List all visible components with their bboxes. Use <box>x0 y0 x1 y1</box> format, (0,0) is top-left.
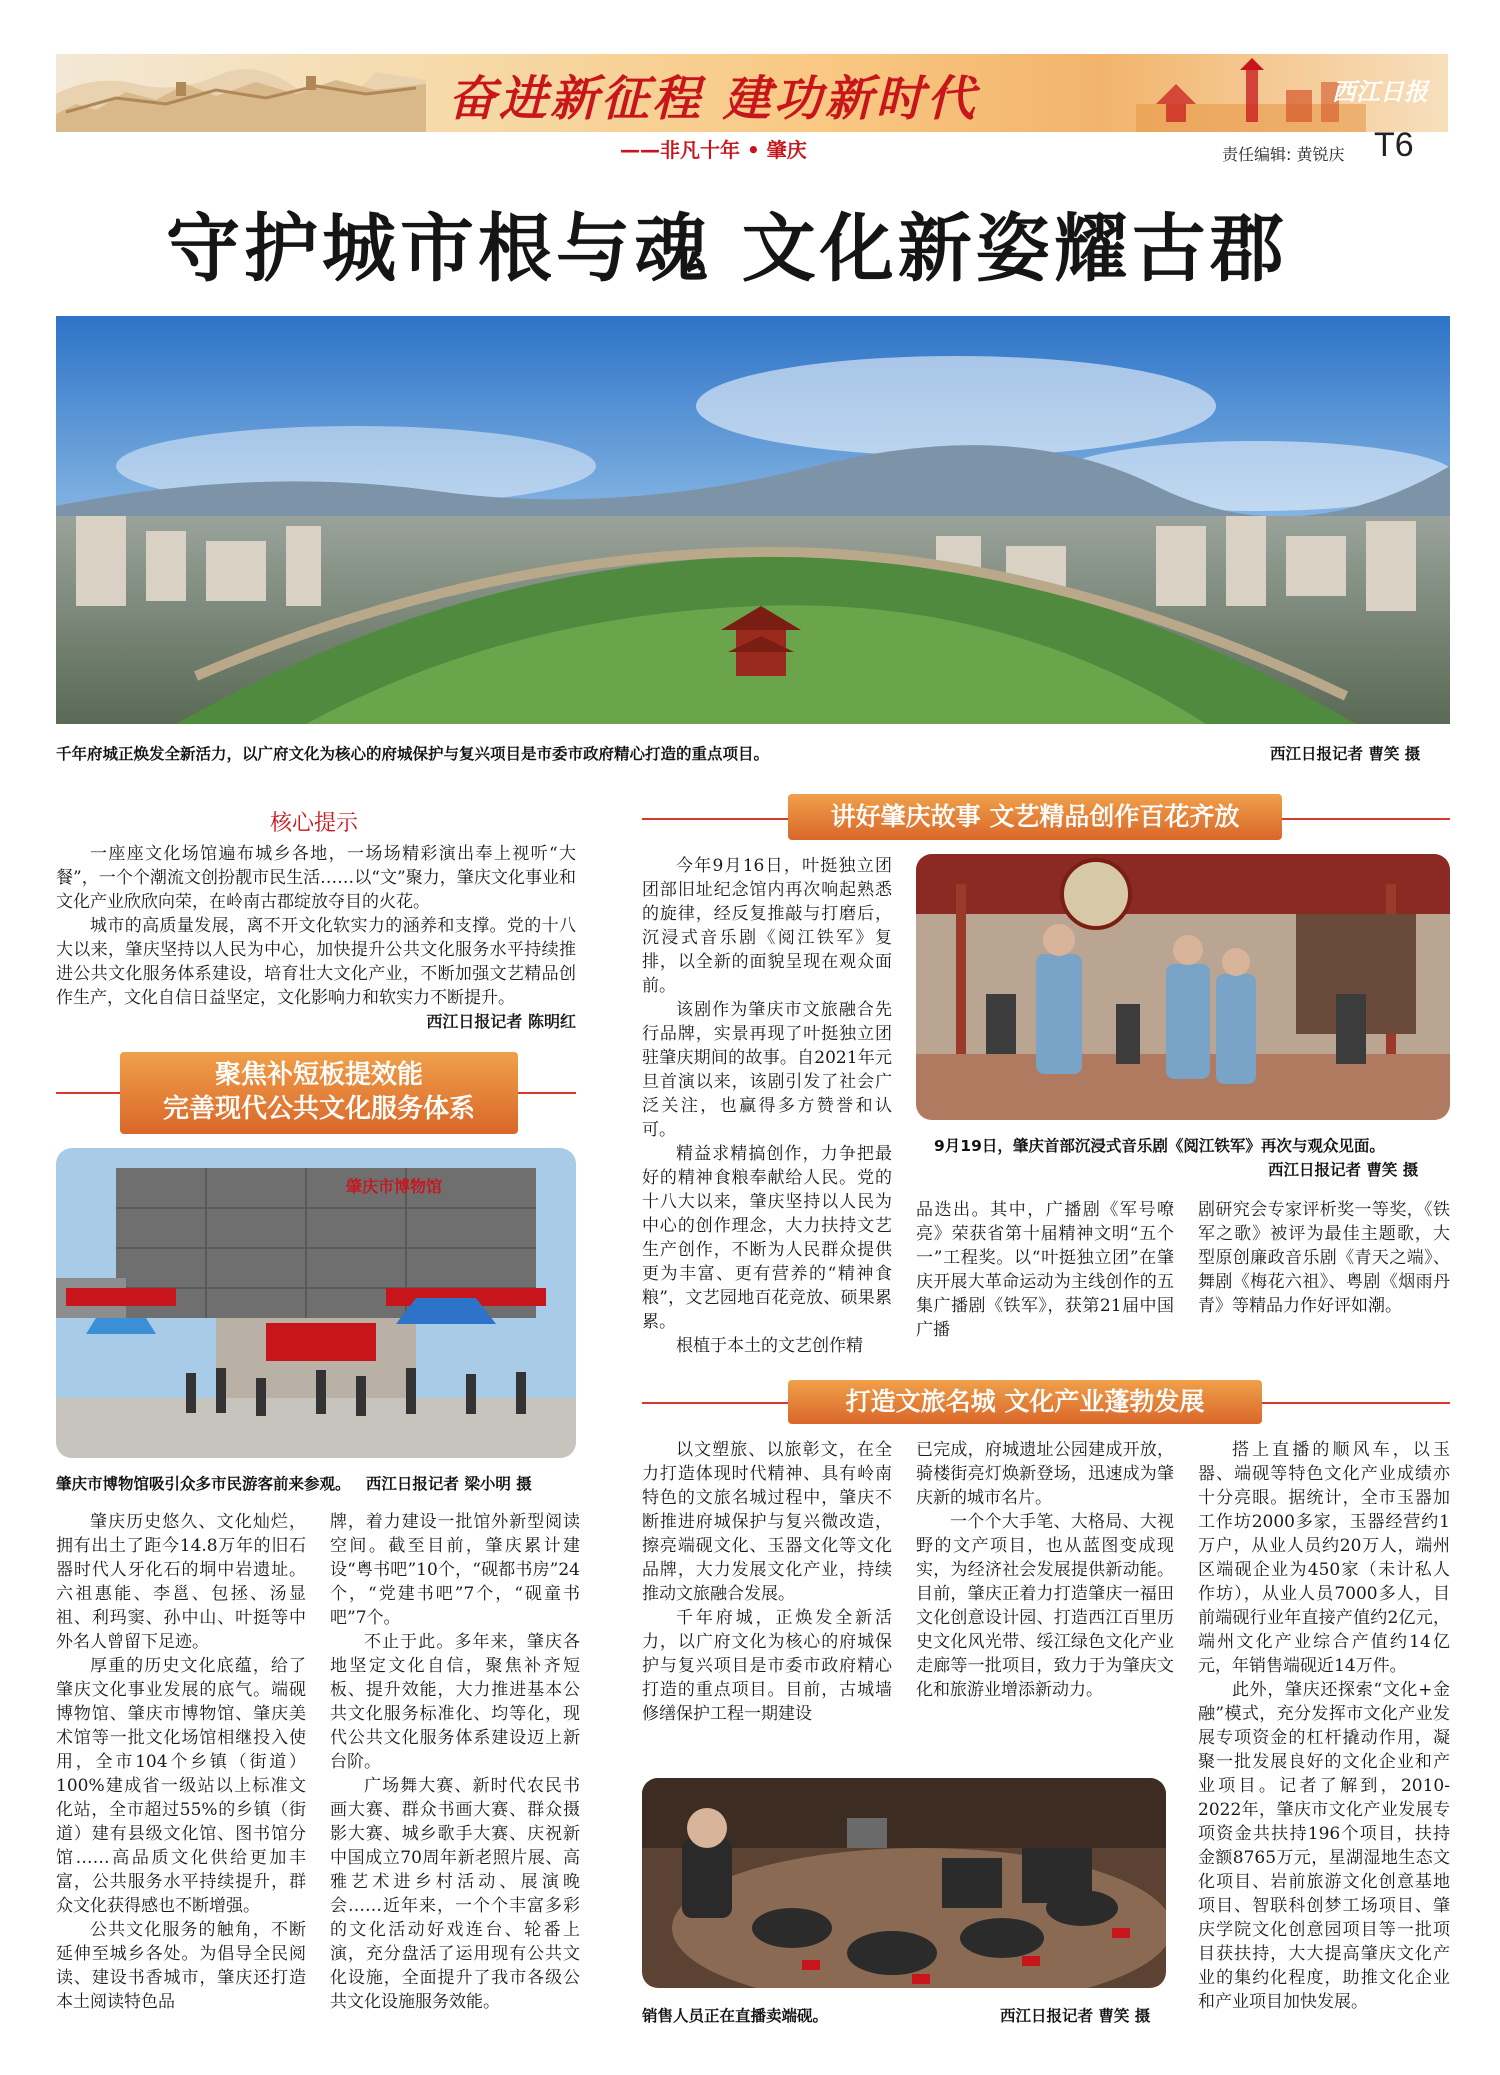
page-number: T6 <box>1374 126 1414 164</box>
section2-column-3 <box>1198 1198 1450 1318</box>
section1-column-1 <box>56 1510 306 2014</box>
paragraph: 今年9月16日，叶挺独立团团部旧址纪念馆内再次响起熟悉的旋律，经反复推敲与打磨后，沉浸式音乐剧《阅江铁军》复排，以全新的面貌呈现在观众面前。 <box>642 856 892 996</box>
paragraph: 搭上直播的顺风车，以玉器、端砚等特色文化产业成绩亦十分亮眼。据统计，全市玉器加工作坊2000多家，玉器经营约1万户，从业人员约20万人，端州区端砚企业为450家（未计私人作坊），从业人员7000多人，目前端砚行业年直接产值约2亿元，端州文化产业综合产值约14亿元，年销售端砚近14万件。 <box>1198 1440 1450 1676</box>
musical-photo <box>916 854 1450 1120</box>
masthead-banner <box>56 54 1448 132</box>
section1-column-2 <box>330 1510 580 2014</box>
paragraph: 厚重的历史文化底蕴，给了肇庆文化事业发展的底气。端砚博物馆、肇庆市博物馆、肇庆美术馆等一批文化场馆相继投入使用，全市104个乡镇（街道）100%建成省一级站以上标准文化站，全市超过55%的乡镇（街道）建有县级文化馆、图书馆分馆……高品质文化供给更加丰富，公共服务水平持续提升，群众文化获得感也不断增强。 <box>56 1656 306 1916</box>
section3-column-1 <box>642 1438 892 1726</box>
museum-caption <box>56 1472 532 1494</box>
paragraph: 该剧作为肇庆市文旅融合先行品牌，实景再现了叶挺独立团驻肇庆期间的故事。自2021年元旦首演以来，该剧引发了社会广泛关注，也赢得多方赞誉和认可。 <box>642 1000 892 1140</box>
section3-column-3 <box>1198 1438 1450 2014</box>
page-headline: 守护城市根与魂 文化新姿耀古郡 <box>166 206 1288 292</box>
section1-title-line2: 完善现代公共文化服务体系 <box>162 1094 475 1124</box>
paragraph: 此外，肇庆还探索“文化+金融”模式，充分发挥市文化产业发展专项资金的杠杆撬动作用，凝聚一批发展良好的文化企业和产业项目。记者了解到，2010-2022年，肇庆市文化产业发展专项资金共扶持196个项目，扶持金额8765万元，星湖湿地生态文化项目、岩前旅游文化创意基地项目、智联科创梦工场项目、肇庆学院文化创意园项目等一批项目获扶持，大大提高肇庆文化产业的集约化程度，助推文化企业和产业项目加快发展。 <box>1198 1680 1450 2012</box>
paragraph: 一个个大手笔、大格局、大视野的文产项目，也从蓝图变成现实，为经济社会发展提供新动能。目前，肇庆正着力打造肇庆一福田文化创意设计园、打造西江百里历史文化风光带、绥江绿色文化产业走廊等一批项目，致力于为肇庆文化和旅游业增添新动力。 <box>916 1512 1174 1700</box>
sub-slogan: ——非凡十年 • 肇庆 <box>620 138 807 162</box>
panorama-credit: 西江日报记者 曹笑 摄 <box>1270 745 1421 763</box>
paragraph: 广场舞大赛、新时代农民书画大赛、群众书画大赛、群众摄影大赛、城乡歌手大赛、庆祝新中国成立70周年新老照片展、高雅艺术进乡村活动、展演晚会……近年来，一个个丰富多彩的文化活动好戏连台、轮番上演，充分盘活了运用现有公共文化设施，全面提升了我市各级公共文化设施服务效能。 <box>330 1776 580 2012</box>
paragraph: 根植于本土的文艺创作精 <box>676 1336 863 1356</box>
newspaper-logo: 西江日报 <box>1332 78 1428 106</box>
slogan: 奋进新征程 建功新时代 <box>448 71 978 127</box>
key-points-byline: 西江日报记者 陈明红 <box>426 1012 576 1031</box>
museum-photo <box>56 1148 576 1458</box>
section2-column-1 <box>642 854 892 1358</box>
museum-sign: 肇庆市博物馆 <box>346 1177 443 1196</box>
section3-title: 打造文旅名城 文化产业蓬勃发展 <box>788 1380 1262 1424</box>
great-wall-illustration <box>56 54 426 132</box>
panorama-photo <box>56 316 1450 724</box>
paragraph: 不止于此。多年来，肇庆各地坚定文化自信，聚焦补齐短板、提升效能，大力推进基本公共文化服务标准化、均等化，现代公共文化服务体系建设迈上新台阶。 <box>330 1632 580 1772</box>
musical-caption: 9月19日，肇庆首部沉浸式音乐剧《阅江铁军》再次与观众见面。 <box>934 1137 1385 1155</box>
inkstone-caption: 销售人员正在直播卖端砚。 <box>642 2007 829 2025</box>
key-points-title: 核心提示 <box>270 811 359 836</box>
museum-caption-credit: 西江日报记者 梁小明 摄 <box>365 1475 532 1493</box>
paragraph: 公共文化服务的触角，不断延伸至城乡各处。为倡导全民阅读、建设书香城市，肇庆还打造本土阅读特色品 <box>56 1920 306 2012</box>
section1-title <box>120 1052 518 1134</box>
responsible-editor: 责任编辑: 黄锐庆 <box>1222 145 1345 164</box>
paragraph: 品迭出。其中，广播剧《军号嘹亮》荣获省第十届精神文明“五个一”工程奖。以“叶挺独立团”在肇庆开展大革命运动为主线创作的五集广播剧《铁军》，获第21届中国广播 <box>916 1200 1174 1340</box>
paragraph: 以文塑旅、以旅彰文，在全力打造体现时代精神、具有岭南特色的文旅名城过程中，肇庆不断推进府城保护与复兴微改造，擦亮端砚文化、玉器文化等文化品牌，大力发展文化产业，持续推动文旅融合发展。 <box>642 1440 892 1604</box>
section2-title: 讲好肇庆故事 文艺精品创作百花齐放 <box>788 794 1282 840</box>
inkstone-credit: 西江日报记者 曹笑 摄 <box>1000 2007 1151 2025</box>
paragraph: 牌，着力建设一批馆外新型阅读空间。截至目前，肇庆累计建设“粤书吧”10个，“砚都书房”24个，“党建书吧”7个，“砚童书吧”7个。 <box>330 1512 580 1628</box>
inkstone-photo <box>642 1778 1166 1988</box>
section2-column-2 <box>916 1198 1174 1342</box>
panorama-caption: 千年府城正焕发全新活力，以广府文化为核心的府城保护与复兴项目是市委市政府精心打造的重点项目。 <box>56 745 770 763</box>
section3-column-2 <box>916 1438 1174 1702</box>
paragraph: 千年府城，正焕发全新活力，以广府文化为核心的府城保护与复兴项目是市委市政府精心打造的重点项目。目前，古城墙修缮保护工程一期建设 <box>642 1608 892 1724</box>
paragraph: 精益求精搞创作，力争把最好的精神食粮奉献给人民。党的十八大以来，肇庆坚持以人民为中心的创作理念，大力扶持文艺生产创作，不断为人民群众提供更为丰富、更有营养的“精神食粮”，文艺园地百花竞放、硕果累累。 <box>642 1144 892 1332</box>
paragraph: 已完成，府城遗址公园建成开放，骑楼街亮灯焕新登场，迅速成为肇庆新的城市名片。 <box>916 1440 1174 1508</box>
section1-title-line1: 聚焦补短板提效能 <box>214 1060 423 1090</box>
key-points-paragraph: 一座座文化场馆遍布城乡各地，一场场精彩演出奉上视听“大餐”，一个个潮流文创扮靓市民生活……以“文”聚力，肇庆文化事业和文化产业欣欣向荣，在岭南古郡绽放夺目的火花。 <box>56 844 576 912</box>
key-points-text <box>56 842 576 1034</box>
paragraph: 剧研究会专家评析奖一等奖，《铁军之歌》被评为最佳主题歌，大型原创廉政音乐剧《青天之端》、舞剧《梅花六祖》、粤剧《烟雨丹青》等精品力作好评如潮。 <box>1198 1200 1450 1316</box>
museum-caption-text: 肇庆市博物馆吸引众多市民游客前来参观。 <box>56 1475 351 1493</box>
paragraph: 肇庆历史悠久、文化灿烂，拥有出土了距今14.8万年的旧石器时代人牙化石的垌中岩遗址。六祖惠能、李邕、包拯、汤显祖、利玛窦、孙中山、叶挺等中外名人曾留下足迹。 <box>56 1512 306 1652</box>
key-points-paragraph: 城市的高质量发展，离不开文化软实力的涵养和支撑。党的十八大以来，肇庆坚持以人民为中心，加快提升公共文化服务水平持续推进公共文化服务体系建设，培育壮大文化产业，不断加强文艺精品创作生产，文化自信日益坚定，文化影响力和软实力不断提升。 <box>56 916 576 1008</box>
musical-credit: 西江日报记者 曹笑 摄 <box>1268 1161 1419 1179</box>
